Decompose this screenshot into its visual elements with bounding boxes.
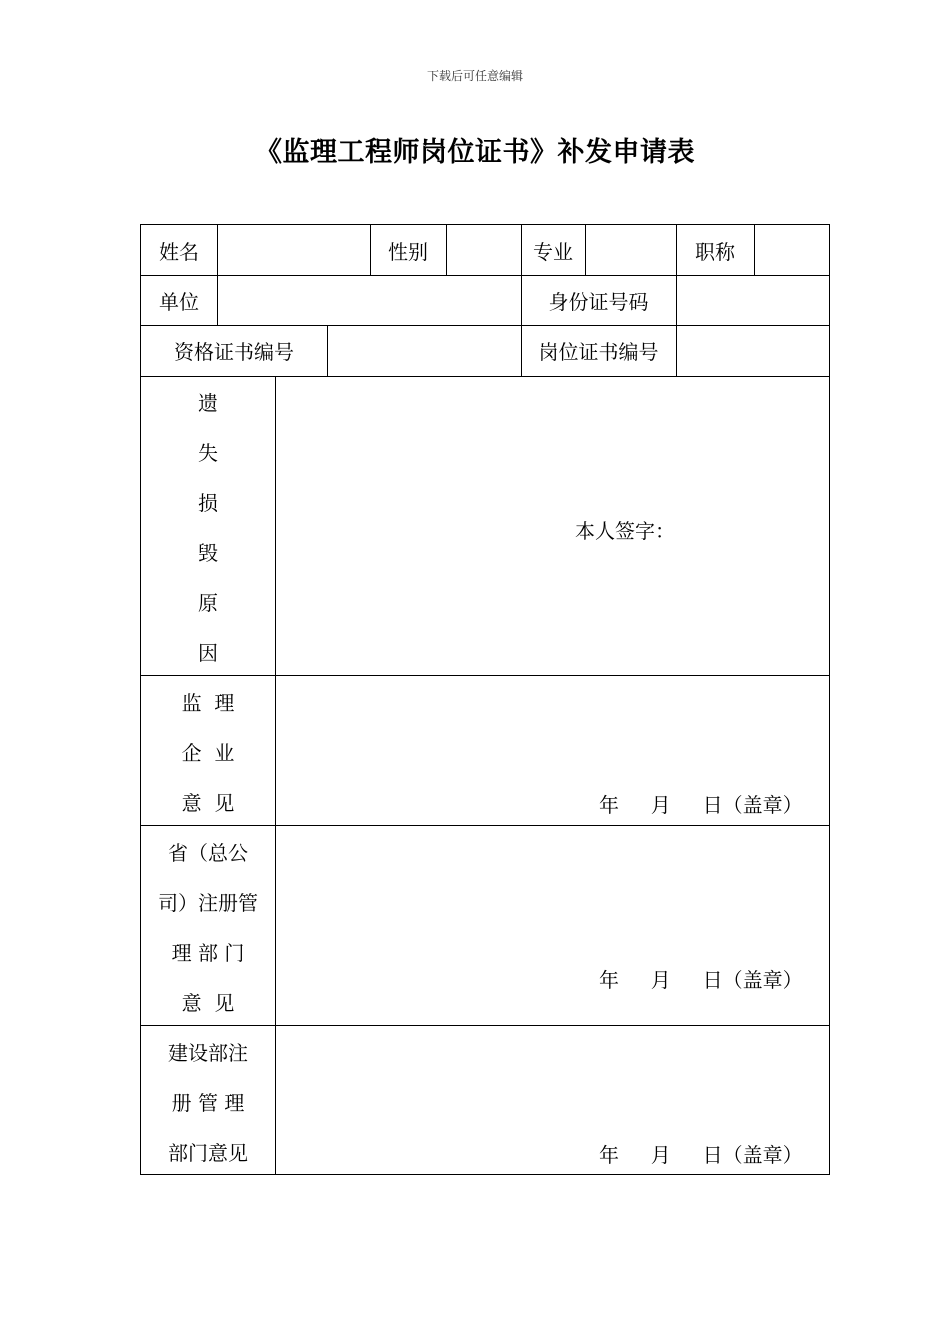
major-field[interactable] xyxy=(586,225,676,275)
row-divider xyxy=(141,376,829,377)
signature-label: 本人签字： xyxy=(575,519,675,543)
header-note: 下载后可任意编辑 xyxy=(426,69,523,83)
title-field[interactable] xyxy=(755,225,829,275)
label-line: 意 见 xyxy=(181,791,235,815)
name-label: 姓名 xyxy=(159,239,199,264)
label-line: 省（总公 xyxy=(168,841,248,865)
loss-reason-label xyxy=(141,378,275,678)
label-line: 部门意见 xyxy=(168,1141,248,1165)
loss-reason-char: 原 xyxy=(198,591,218,615)
label-line: 企 业 xyxy=(181,741,235,765)
loss-reason-char: 毁 xyxy=(198,541,218,565)
label-line: 建设部注 xyxy=(168,1041,248,1065)
gender-label: 性别 xyxy=(388,239,428,264)
ministry-opinion-label xyxy=(141,1028,275,1178)
post-cert-field[interactable] xyxy=(677,325,829,376)
col-divider xyxy=(275,376,276,1174)
label-line: 司）注册管 xyxy=(158,891,258,915)
document-title: 《监理工程师岗位证书》补发申请表 xyxy=(255,137,695,168)
date-stamp: 年 月 日（盖章） xyxy=(599,968,803,992)
label-line: 理 部 门 xyxy=(171,941,245,965)
loss-reason-char: 失 xyxy=(198,441,218,465)
unit-label: 单位 xyxy=(159,289,199,314)
label-line: 监 理 xyxy=(181,691,235,715)
id-number-label: 身份证号码 xyxy=(548,289,649,314)
major-label: 专业 xyxy=(533,239,573,264)
supervision-opinion-label xyxy=(141,678,275,828)
date-stamp: 年 月 日（盖章） xyxy=(599,793,803,817)
qualification-cert-label: 资格证书编号 xyxy=(174,340,294,364)
title-label: 职称 xyxy=(695,239,735,264)
unit-field[interactable] xyxy=(218,275,521,325)
loss-reason-char: 因 xyxy=(198,641,218,665)
post-cert-label: 岗位证书编号 xyxy=(538,340,659,364)
provincial-opinion-label xyxy=(141,828,275,1028)
loss-reason-char: 损 xyxy=(198,491,218,515)
date-stamp: 年 月 日（盖章） xyxy=(599,1143,803,1167)
qualification-cert-field[interactable] xyxy=(328,325,521,376)
name-field[interactable] xyxy=(218,225,370,275)
gender-field[interactable] xyxy=(447,225,521,275)
application-form-table xyxy=(140,224,830,1175)
label-line: 册 管 理 xyxy=(171,1091,245,1115)
label-line: 意 见 xyxy=(181,991,235,1015)
id-number-field[interactable] xyxy=(677,275,829,325)
loss-reason-char: 遗 xyxy=(198,391,218,415)
